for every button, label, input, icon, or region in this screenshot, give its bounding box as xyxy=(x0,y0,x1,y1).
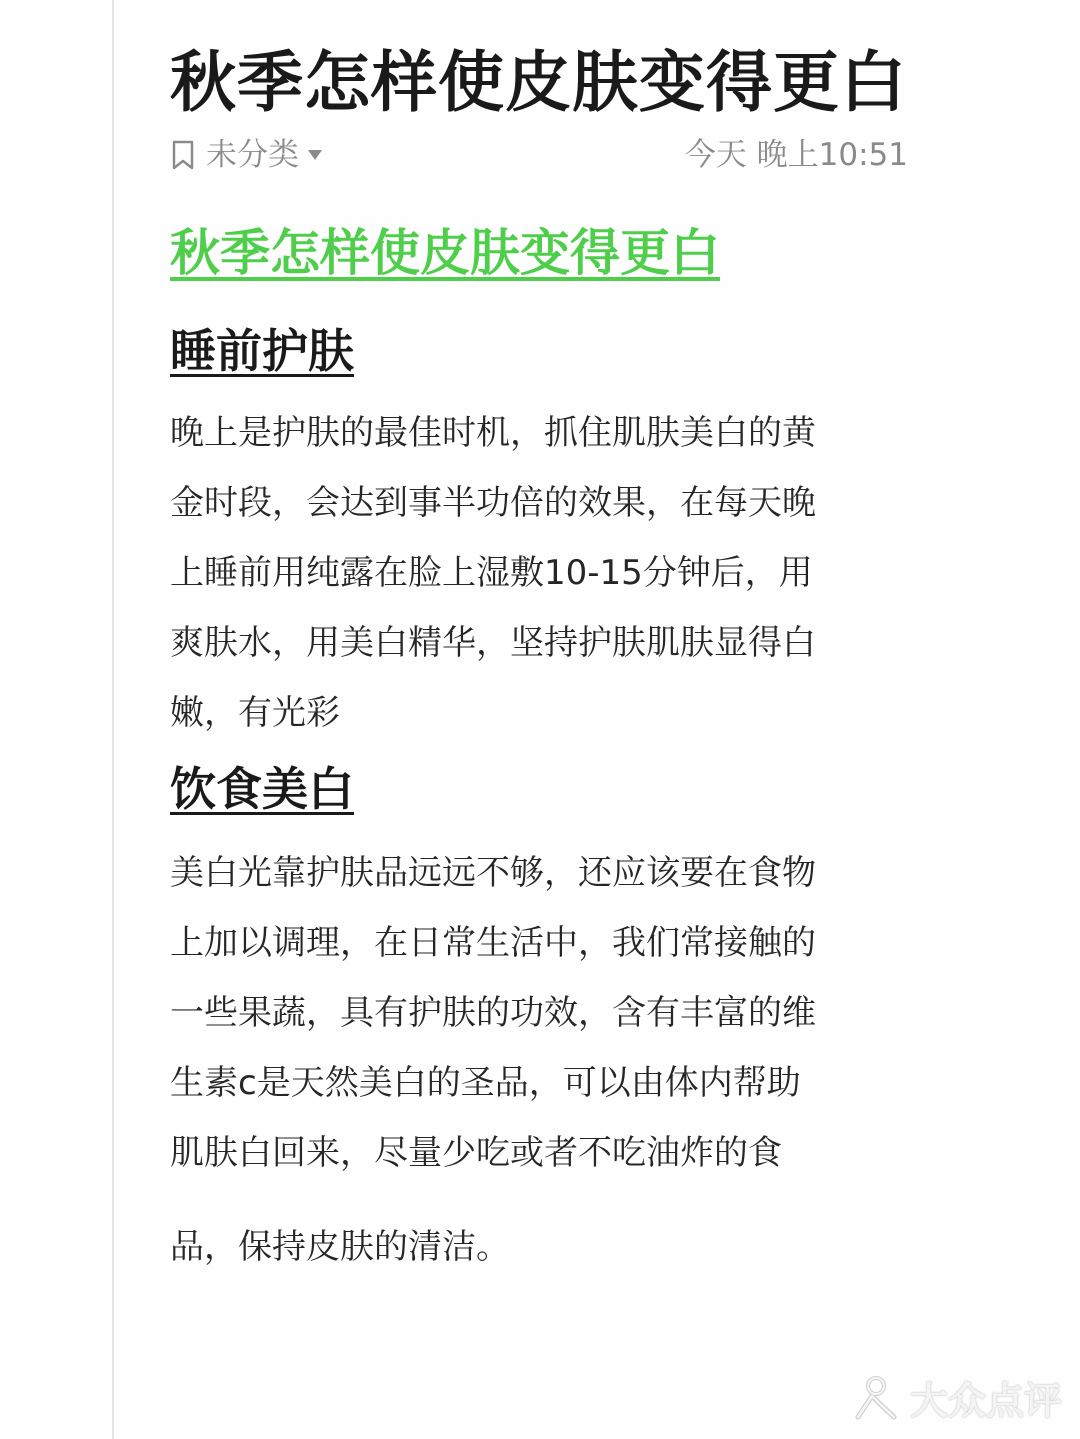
category-label: 未分类 xyxy=(206,137,299,173)
paragraph-line: 肌肤白回来，尽量少吃或者不吃油炸的食 xyxy=(170,1133,782,1173)
paragraph-line: 品，保持皮肤的清洁。 xyxy=(170,1227,510,1267)
paragraph-line: 金时段，会达到事半功倍的效果，在每天晚 xyxy=(170,483,816,523)
section-paragraph-diet-whitening xyxy=(170,838,910,1282)
watermark-text: 大众点评 xyxy=(909,1378,1062,1423)
paragraph-line: 上睡前用纯露在脸上湿敷10-15分钟后，用 xyxy=(170,553,813,593)
paragraph-line: 生素c是天然美白的圣品，可以由体内帮助 xyxy=(170,1063,801,1103)
note-timestamp: 今天 晚上10:51 xyxy=(684,137,908,173)
caret-down-icon xyxy=(307,149,323,161)
section-paragraph-bedtime-care xyxy=(170,398,910,748)
content-heading: 秋季怎样使皮肤变得更白 xyxy=(170,224,720,282)
bookmark-icon xyxy=(170,140,196,170)
dianping-logo-icon xyxy=(850,1371,902,1423)
paragraph-line: 爽肤水，用美白精华，坚持护肤肌肤显得白 xyxy=(170,623,816,663)
paragraph-line: 一些果蔬，具有护肤的功效，含有丰富的维 xyxy=(170,993,816,1033)
paragraph-line: 美白光靠护肤品远远不够，还应该要在食物 xyxy=(170,853,816,893)
paragraph-line: 晚上是护肤的最佳时机，抓住肌肤美白的黄 xyxy=(170,413,816,453)
paragraph-line: 嫩，有光彩 xyxy=(170,693,340,733)
note-title[interactable]: 秋季怎样使皮肤变得更白 xyxy=(170,44,907,121)
section-heading-diet-whitening: 饮食美白 xyxy=(170,762,354,816)
page-margin-line xyxy=(112,0,114,1439)
section-heading-bedtime-care: 睡前护肤 xyxy=(170,324,354,378)
dianping-watermark xyxy=(850,1369,1062,1425)
note-meta-row xyxy=(170,132,908,178)
paragraph-line: 上加以调理，在日常生活中，我们常接触的 xyxy=(170,923,816,963)
category-selector[interactable] xyxy=(170,132,323,178)
